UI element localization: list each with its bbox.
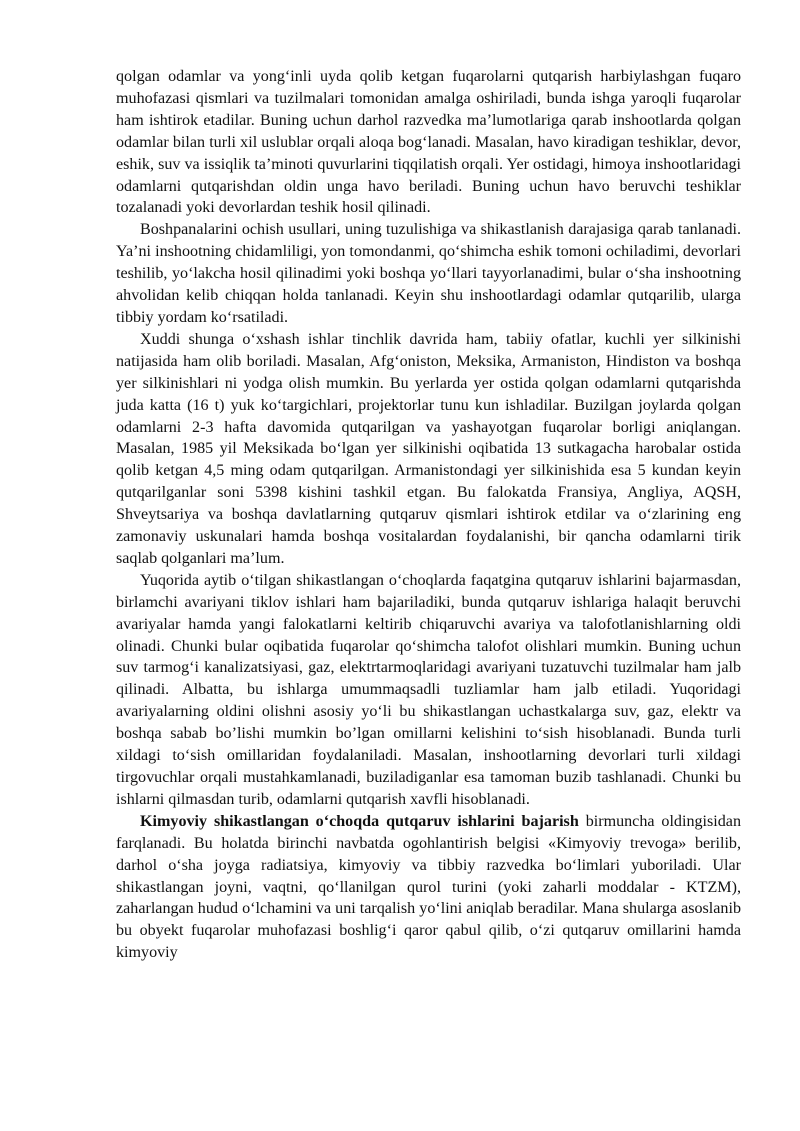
paragraph-earthquake-rescue bbox=[116, 329, 741, 570]
paragraph-chemical-rescue bbox=[116, 811, 741, 964]
paragraph-text: Yuqorida aytib o‘tilgan shikastlangan o‘choqlarda faqatgina qutqaruv ishlarini bajarmasdan, birlamchi avariyani tiklov ishlari ham bajariladiki, bunda qutqaruv ishlariga halaqit beruvchi avariyalar hamda yangi falokatlarni keltirib chiqaruvchi avariya va talofotlanishlarning oldi olinadi. Chunki bular oqibatida fuqarolar qo‘shimcha talofot olishlari mumkin. Buning uchun suv tarmog‘i kanalizatsiyasi, gaz, elektrtarmoqlaridagi avariyani tuzatuvchi tuzilmalar ham jalb qilinadi. Albatta, bu ishlarga umummaqsadli tuzliamlar ham jalb etiladi. Yuqoridagi avariyalarning oldini olishni asosiy yo‘li bu shikastlangan uchastkalarga suv, gaz, elektr va boshqa sabab bo’lishi mumkin bo’lgan omillarni kelishini to‘sish hisoblanadi. Bunda turli xildagi to‘sish omillaridan foydalaniladi. Masalan, inshootlarning devorlari turli xildagi tirgovuchlar orqali mustahkamlanadi, buziladiganlar esa tamoman buzib tashlanadi. Chunki bu ishlarni qilmasdan turib, odamlarni qutqarish xavfli hisoblanadi. bbox=[116, 571, 741, 808]
paragraph-text: birmuncha oldingisidan farqlanadi. Bu holatda birinchi navbatda ogohlantirish belgisi «Kimyoviy trevoga» berilib, darhol o‘sha joyga radiatsiya, kimyoviy va tibbiy razvedka bo‘limlari yuboriladi. Ular shikastlangan joyni, vaqtni, qo‘llanilgan qurol turini (yoki zaharli moddalar - KTZM), zaharlangan hudud o‘lchamini va uni tarqalish yo‘lini aniqlab beradilar. Mana shularga asoslanib bu obyekt fuqarolar muhofazasi boshlig‘i qaror qabul qilib, o‘zi qutqaruv omillarini hamda kimyoviy bbox=[116, 812, 741, 962]
paragraph-shelter-opening bbox=[116, 219, 741, 329]
paragraph-rescue-intro bbox=[116, 66, 741, 219]
paragraph-text: Xuddi shunga o‘xshash ishlar tinchlik davrida ham, tabiiy ofatlar, kuchli yer silkinishi natijasida ham olib boriladi. Masalan, Afg‘oniston, Meksika, Armaniston, Hindiston va boshqa yer silkinishlari ni yodga olish mumkin. Bu yerlarda yer ostida qolgan odamlarni qutqarishda juda katta (16 t) yuk ko‘targichlari, projektorlar tunu kun ishladilar. Buzilgan joylarda qolgan odamlarni 2-3 hafta davomida qutqarilgan va yashayotgan fuqarolar borligi aniqlangan. Masalan, 1985 yil Meksikada bo‘lgan yer silkinishi oqibatida 13 sutkagacha harobalar ostida qolib ketgan 4,5 ming odam qutqarilgan. Armanistondagi yer silkinishida esa 5 kundan keyin qutqarilganlar soni 5398 kishini tashkil etgan. Bu falokatda Fransiya, Angliya, AQSH, Shveytsariya va boshqa davlatlarning qutqaruv qismlari ishtirok etdilar va o‘zlarining eng zamonaviy uskunalari hamda boshqa vositalardan foydalanishi, bir qancha odamlarni tirik saqlab qolganlari ma’lum. bbox=[116, 330, 741, 567]
paragraph-bold-lead: Kimyoviy shikastlangan o‘choqda qutqaruv ishlarini bajarish bbox=[140, 812, 579, 830]
document-page bbox=[116, 66, 741, 964]
paragraph-text: qolgan odamlar va yong‘inli uyda qolib ketgan fuqarolarni qutqarish harbiylashgan fuqaro muhofazasi qismlari va tuzilmalari tomonidan amalga oshiriladi, bunda ishga yaroqli fuqarolar ham ishtirok etadilar. Buning uchun darhol razvedka ma’lumotlariga qarab inshootlarda qolgan odamlar bilan turli xil uslublar orqali aloqa bog‘lanadi. Masalan, havo kiradigan teshiklar, devor, eshik, suv va issiqlik ta’minoti quvurlarini tiqqilatish orqali. Yer ostidagi, himoya inshootlaridagi odamlarni qutqarishdan oldin unga havo beriladi. Buning uchun havo beruvchi teshiklar tozalanadi yoki devorlardan teshik hosil qilinadi. bbox=[116, 68, 741, 217]
paragraph-text: Boshpanalarini ochish usullari, uning tuzulishiga va shikastlanish darajasiga qarab tanlanadi. Ya’ni inshootning chidamliligi, yon tomondanmi, qo‘shimcha eshik tomoni ochiladimi, devorlari teshilib, yo‘lakcha hosil qilinadimi yoki boshqa yo‘llari tayyorlanadimi, bular o‘sha inshootning ahvolidan kelib chiqqan holda tanlanadi. Keyin shu inshootlardagi odamlar qutqarilib, ularga tibbiy yordam ko‘rsatiladi. bbox=[116, 221, 741, 326]
paragraph-accident-recovery bbox=[116, 570, 741, 811]
